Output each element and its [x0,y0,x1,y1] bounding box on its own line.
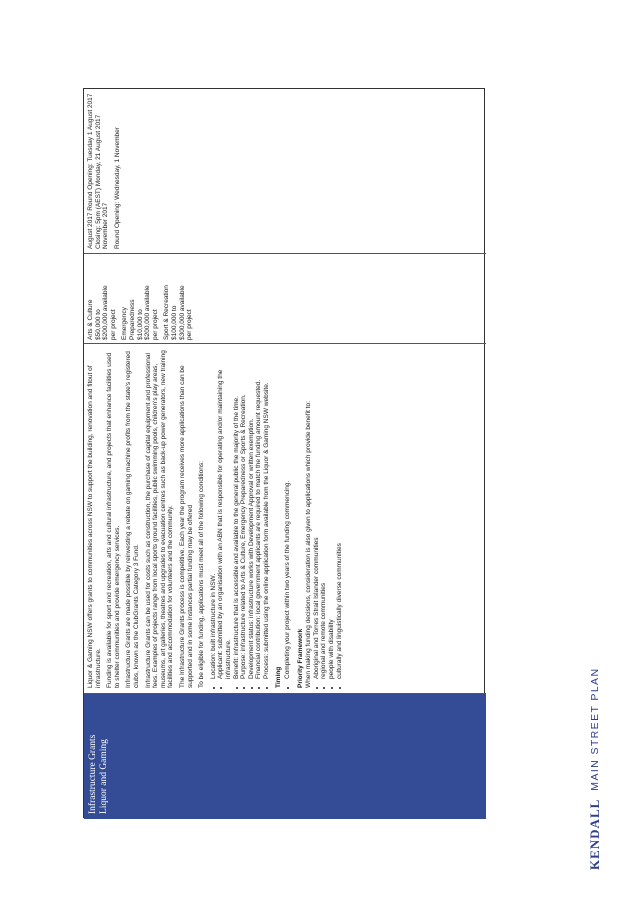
desc-paragraph: Liquor & Gaming NSW offers grants to communities across NSW to support the building, renovation and fitout of infrastructure. [87,365,102,688]
desc-paragraph: The Infrastructure Grants process is competitive. Each year the program receives more applications than can be supported and in some instances partial funding may be offered [178,365,194,688]
grant-title-cell [84,694,486,819]
amount-category: Emergency [121,307,129,340]
timing-list [284,349,292,688]
amount-category: Arts & Culture [87,299,94,340]
desc-paragraph: Infrastructure Grants can be used for costs such as construction, the purchase of capital equipment and professional fees. Examples of projects range from local sports ground facilities, public swimming pools, children's play areas, museums, art galleries, theatres and upgrades to evacuation centres such as back-up power generators, new training facilities and accommodation for volunteers and the community. [144,350,175,688]
amount-arts-culture [87,257,117,340]
list-item: • regional and remote communities [320,349,328,679]
list-item: • Applicant: submitted by an organisation with an ABN that is responsible for operating and/or maintaining the infrastructure. [217,349,232,679]
priority-heading: Priority Framework [296,628,304,688]
list-item: • Process: submitted using the online application form available from the Liquor & Gaming NSW website. [263,349,271,679]
amount-min: $100,000 to [170,305,178,340]
amount-unit: per project [151,309,159,340]
list-item: • Development status: infrastructure works with Development Approval or written exemption. [248,349,256,679]
dates-august-round: August 2017 Round Opening: Tuesday 1 August 2017 Closing: 5pm (AEST) Monday, 21 August 2017 November 2017 [87,93,110,249]
amount-min: $50,000 to [94,309,102,340]
amount-unit: per project [186,309,194,340]
brand-logo: KENDALL [587,798,602,870]
list-item: • Benefit: infrastructure that is accessible and available to the general public the majority of the time. [233,349,241,679]
amount-unit: per project [109,309,117,340]
list-item: • Financial contribution: local government applicants are required to match the funding amount requested. [255,349,263,679]
list-item: • Location: built infrastructure in NSW. [210,349,218,679]
amount-max: $200,000 available [102,285,110,340]
list-item: • Completing your project within two years of the funding commencing. [284,349,292,679]
desc-paragraph: To be eligible for funding, applications must meet all of the following conditions: [198,461,206,688]
amount-category: Sport & Recreation [163,285,171,340]
priority-intro: When making funding decisions, consideration is also given to applications which provide benefit to: [305,401,313,688]
document-title: MAIN STREET PLAN [589,667,601,791]
amount-category: Preparedness [128,299,136,340]
grant-description-cell [84,344,486,694]
grant-title-line1: Infrastructure Grants [88,734,98,814]
list-item: • culturally and linguistically diverse communities [336,349,344,679]
footer-text [580,650,610,870]
list-item: • Purpose: infrastructure related to Arts & Culture, Emergency Preparedness or Sports & Recreation. [240,349,248,679]
timing-heading: Timing [275,666,283,688]
priority-list [313,349,343,688]
grant-title-line2: Liquor and Gaming [99,739,109,814]
desc-paragraph: Infrastructure Grants are made possible by reinvesting a rebate on gaming machine profits from the state's registered clubs, known as the ClubGrants Category 3 Fund. [125,351,140,688]
grant-amounts-cell [84,254,486,344]
conditions-list [210,349,271,688]
desc-paragraph: Funding is available for sport and recreation, arts and cultural infrastructure, and projects that enhance facilities used to shelter communities and provide emergency services. [106,352,121,688]
list-item: • people with disability [328,349,336,679]
dates-november-round: Round Opening: Wednesday, 1 November [113,127,121,249]
amount-min: $10,000 to [136,309,144,340]
amount-max: $200,000 available [144,285,152,340]
grant-row [84,89,486,819]
grant-dates-cell [84,89,486,254]
page-footer [580,650,610,870]
amount-emergency [121,257,159,340]
grant-table [83,88,485,818]
amount-sport-recreation [163,257,193,340]
amount-max: $300,000 available [178,285,186,340]
list-item: • Aboriginal and Torres Strait Islander communities [313,349,321,679]
